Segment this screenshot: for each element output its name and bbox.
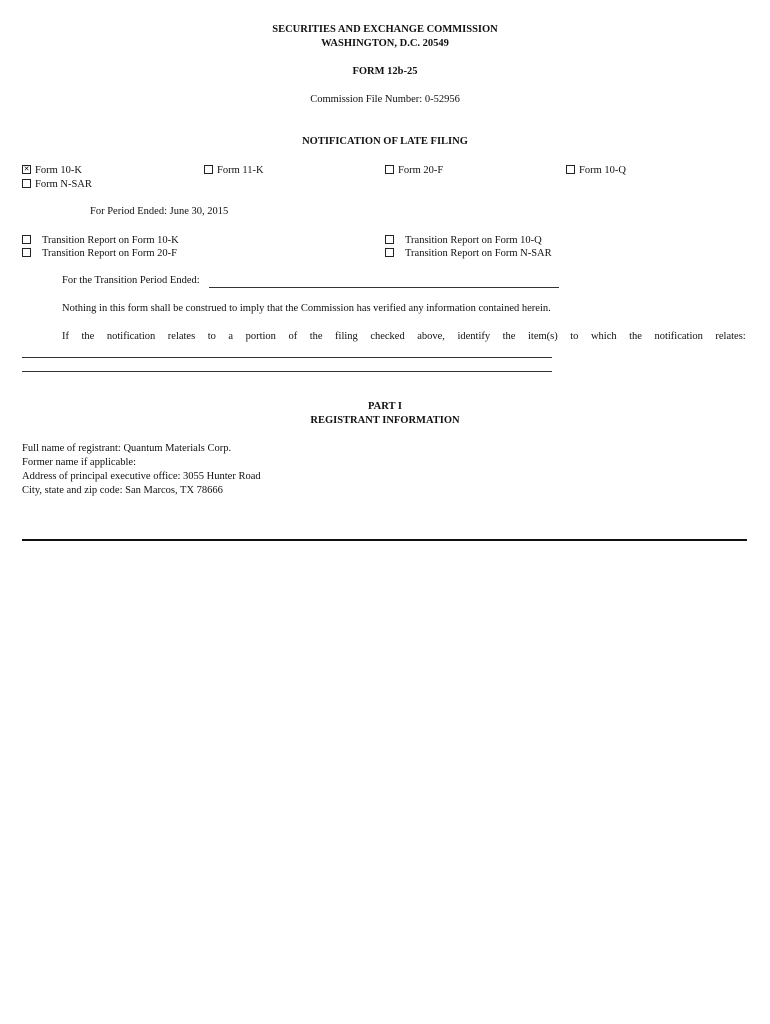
portion-note-word: relates:: [715, 331, 746, 342]
registrant-city: City, state and zip code: San Marcos, TX 78666: [22, 485, 223, 496]
portion-note-word: filing: [335, 331, 358, 342]
portion-note-word: the: [502, 331, 516, 342]
transition-report-label: Transition Report on Form 10-Q: [405, 235, 542, 246]
portion-note-word: of: [288, 331, 298, 342]
form-type-nsar[interactable]: [22, 178, 92, 190]
form-type-label: Form 20-F: [398, 165, 444, 176]
portion-note-word: the: [629, 331, 642, 342]
checkbox-icon[interactable]: [22, 248, 31, 257]
form-number: FORM 12b-25: [352, 66, 418, 77]
checkbox-icon[interactable]: [204, 165, 213, 174]
portion-note-word: identify: [457, 331, 491, 342]
portion-note-word: to: [207, 331, 216, 342]
items-field-line-1[interactable]: [22, 357, 552, 358]
portion-note-word: portion: [245, 331, 276, 342]
portion-note-word: relates: [167, 331, 196, 342]
form-type-11k[interactable]: [204, 164, 264, 176]
checkbox-icon[interactable]: [385, 235, 394, 244]
commission-file-number: Commission File Number: 0-52956: [310, 94, 460, 105]
transition-report-10k[interactable]: [22, 234, 179, 246]
portion-note-word: item(s): [527, 331, 558, 342]
form-type-10k[interactable]: [22, 164, 82, 176]
transition-report-label: Transition Report on Form 10-K: [42, 235, 179, 246]
agency-location: WASHINGTON, D.C. 20549: [321, 38, 449, 49]
portion-note-word: the: [309, 331, 323, 342]
checkbox-icon[interactable]: [385, 248, 394, 257]
transition-period-label: For the Transition Period Ended:: [62, 275, 200, 286]
part-title: REGISTRANT INFORMATION: [310, 415, 460, 426]
checkbox-icon[interactable]: [385, 165, 394, 174]
transition-report-label: Transition Report on Form N-SAR: [405, 248, 552, 259]
section-divider: [22, 539, 747, 541]
portion-note-word: notification: [106, 331, 156, 342]
registrant-address: Address of principal executive office: 3055 Hunter Road: [22, 471, 261, 482]
portion-note: [62, 331, 746, 342]
part-number: PART I: [368, 401, 402, 412]
portion-note-word: which: [590, 331, 617, 342]
transition-report-nsar[interactable]: [385, 247, 552, 259]
form-type-label: Form 11-K: [217, 165, 264, 176]
checkbox-icon[interactable]: [22, 235, 31, 244]
period-ended: For Period Ended: June 30, 2015: [90, 206, 229, 217]
portion-note-word: If: [62, 331, 69, 342]
items-field-line-2[interactable]: [22, 371, 552, 372]
portion-note-word: checked: [370, 331, 405, 342]
form-type-label: Form 10-K: [35, 165, 82, 176]
transition-report-label: Transition Report on Form 20-F: [42, 248, 177, 259]
agency-name: SECURITIES AND EXCHANGE COMMISSION: [272, 24, 498, 35]
portion-note-word: notification: [654, 331, 703, 342]
checkbox-icon[interactable]: [22, 179, 31, 188]
checkbox-checked-icon[interactable]: [22, 165, 31, 174]
form-type-20f[interactable]: [385, 164, 443, 176]
transition-report-10q[interactable]: [385, 234, 542, 246]
portion-note-word: to: [570, 331, 579, 342]
transition-period-field[interactable]: [209, 287, 559, 288]
notification-title: NOTIFICATION OF LATE FILING: [302, 136, 468, 147]
disclaimer: Nothing in this form shall be construed to imply that the Commission has verified any information contained herein.: [62, 303, 551, 314]
registrant-full-name: Full name of registrant: Quantum Materials Corp.: [22, 443, 232, 454]
portion-note-word: a: [228, 331, 234, 342]
form-type-label: Form 10-Q: [579, 165, 626, 176]
portion-note-word: the: [81, 331, 95, 342]
form-type-10q[interactable]: [566, 164, 626, 176]
registrant-former-name: Former name if applicable:: [22, 457, 136, 468]
portion-note-word: above,: [417, 331, 445, 342]
transition-report-20f[interactable]: [22, 247, 177, 259]
checkbox-icon[interactable]: [566, 165, 575, 174]
form-type-label: Form N-SAR: [35, 179, 92, 190]
